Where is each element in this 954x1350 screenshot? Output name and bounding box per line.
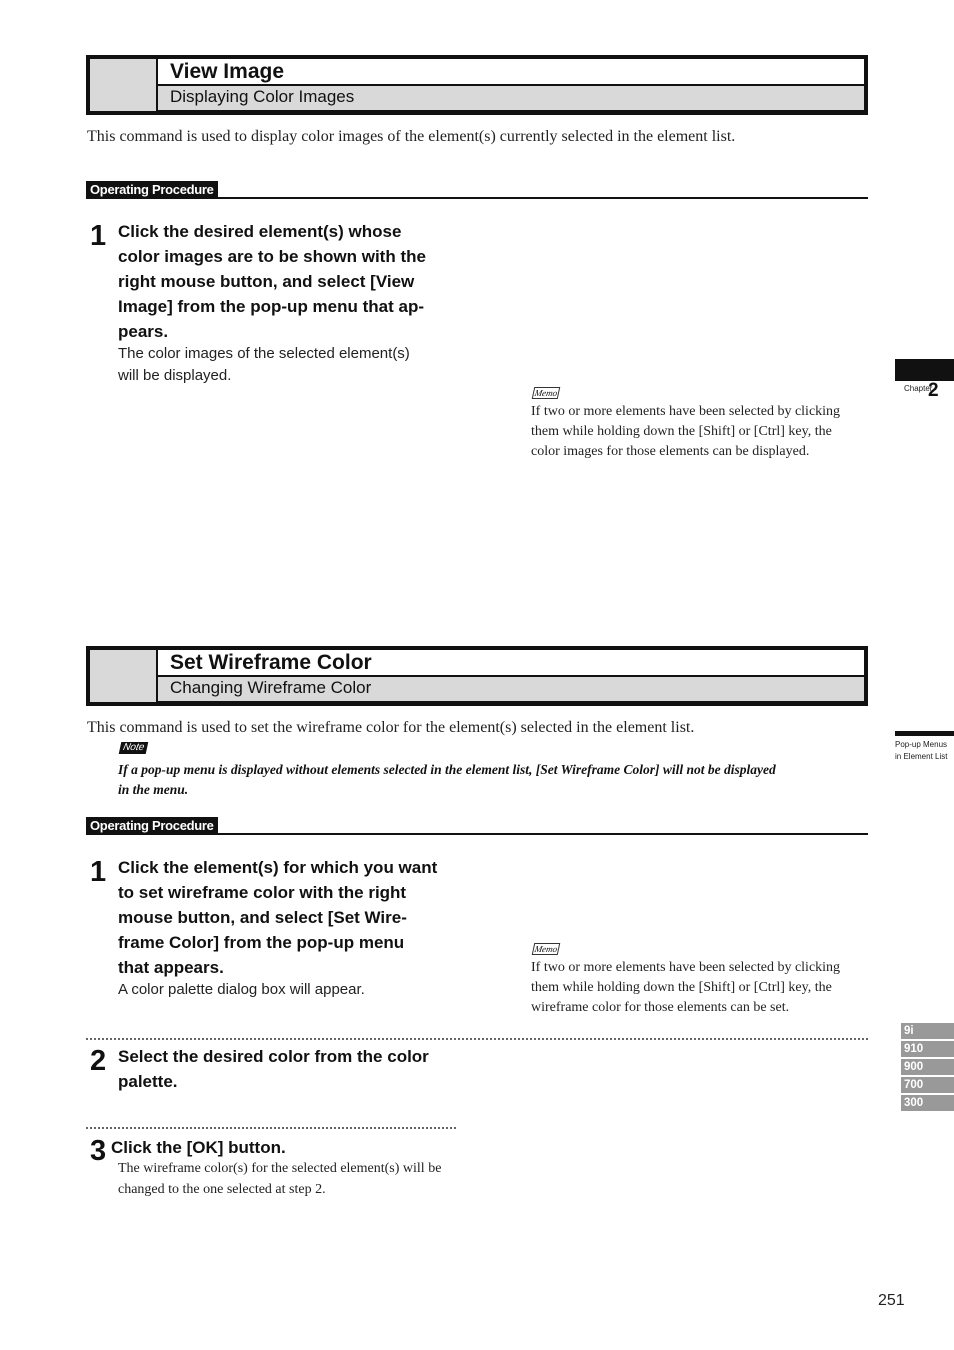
section-header-set-wireframe-color: [86, 646, 868, 706]
step-title: [118, 219, 426, 344]
step-title-line: Image] from the pop-up menu that ap-: [118, 297, 424, 316]
step-title-line: palette.: [118, 1072, 178, 1091]
memo-text: [531, 958, 840, 1018]
step-number: 2: [90, 1045, 106, 1077]
step-divider: [86, 1038, 868, 1040]
model-tab-9i: 9i: [901, 1023, 954, 1039]
note-text: [118, 760, 776, 800]
step-title-line: mouse button, and select [Set Wire-: [118, 908, 407, 927]
memo-line: them while holding down the [Shift] or [Ctrl] key, the: [531, 424, 832, 439]
note-line: If a pop-up menu is displayed without elements selected in the element list, [Set Wireframe Color] will not be displayed: [118, 762, 776, 777]
chapter-label: Chapter: [904, 384, 933, 393]
step-description-line: will be displayed.: [118, 367, 232, 384]
section-header-marker: [90, 59, 156, 111]
model-tab-910: 910: [901, 1041, 954, 1057]
step-title-line: Select the desired color from the color: [118, 1047, 429, 1066]
section-header-view-image: [86, 55, 868, 115]
section-title: Set Wireframe Color: [158, 650, 864, 675]
step-description: [118, 343, 410, 387]
step-title-line: frame Color] from the pop-up menu: [118, 933, 405, 952]
memo-icon: Memo: [533, 944, 559, 954]
step-title-line: Click the element(s) for which you want: [118, 858, 438, 877]
model-tab-300: 300: [901, 1095, 954, 1111]
step-title-line: color images are to be shown with the: [118, 247, 426, 266]
step-number: 1: [90, 220, 106, 252]
step-title-line: right mouse button, and select [View: [118, 272, 415, 291]
section-title: View Image: [158, 59, 864, 84]
operating-procedure-rule: [86, 197, 868, 199]
section-tab-line: Pop-up Menus: [895, 740, 948, 749]
model-tab-700: 700: [901, 1077, 954, 1093]
memo-line: wireframe color for those elements can be set.: [531, 1000, 790, 1015]
section-subtitle: Displaying Color Images: [158, 86, 864, 110]
memo-line: color images for those elements can be displayed.: [531, 444, 810, 459]
section-tab-bar: [895, 731, 954, 736]
section-intro: This command is used to set the wireframe color for the element(s) selected in the element list.: [87, 719, 695, 736]
section-tab-label: [895, 739, 947, 763]
step-divider: [86, 1127, 456, 1129]
section-subtitle: Changing Wireframe Color: [158, 677, 864, 701]
step-title-line: Click the desired element(s) whose: [118, 222, 402, 241]
step-number: 3: [90, 1135, 106, 1167]
note-line: in the menu.: [118, 782, 189, 797]
step-description-line: changed to the one selected at step 2.: [118, 1182, 326, 1197]
memo-line: If two or more elements have been selected by clicking: [531, 404, 841, 419]
chapter-number: 2: [928, 380, 939, 401]
section-header-marker: [90, 650, 156, 702]
step-description-line: A color palette dialog box will appear.: [118, 981, 365, 998]
step-number: 1: [90, 856, 106, 888]
page-number: 251: [878, 1292, 905, 1309]
step-title: [118, 855, 437, 980]
memo-text: [531, 402, 840, 462]
operating-procedure-label: Operating Procedure: [86, 817, 218, 834]
step-title-line: to set wireframe color with the right: [118, 883, 407, 902]
step-title: Click the [OK] button.: [111, 1138, 286, 1157]
step-description-line: The wireframe color(s) for the selected element(s) will be: [118, 1161, 442, 1176]
step-description: [118, 979, 365, 1001]
step-title-line: that appears.: [118, 958, 224, 977]
chapter-tab-bar: [895, 359, 954, 381]
step-title-line: pears.: [118, 322, 169, 341]
memo-icon: Memo: [533, 388, 559, 398]
model-tab-900: 900: [901, 1059, 954, 1075]
step-title: [118, 1044, 429, 1094]
step-description: [118, 1158, 441, 1200]
operating-procedure-label: Operating Procedure: [86, 181, 218, 198]
memo-line: If two or more elements have been selected by clicking: [531, 960, 841, 975]
step-description-line: The color images of the selected element(s): [118, 345, 410, 362]
memo-line: them while holding down the [Shift] or [Ctrl] key, the: [531, 980, 832, 995]
section-tab-line: in Element List: [895, 752, 948, 761]
note-icon: Note: [119, 742, 149, 754]
operating-procedure-rule: [86, 833, 868, 835]
section-intro: This command is used to display color images of the element(s) currently selected in the element list.: [87, 128, 736, 145]
